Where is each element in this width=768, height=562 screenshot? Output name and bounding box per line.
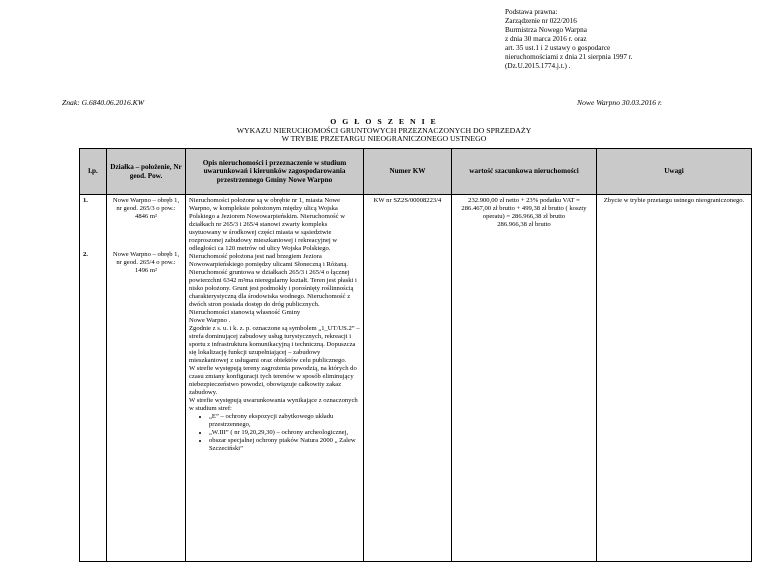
kw-cell: KW nr SZ2S/00008223/4 bbox=[364, 195, 452, 562]
header-parcel: Działka – położenie, Nr geod. Pow. bbox=[107, 149, 186, 195]
legal-line: art. 35 ust.1 i 2 ustawy o gospodarce bbox=[505, 44, 611, 52]
description-paragraph: W strefie występują tereny zagrożenia powodzią, na których do czasu zmiany konfiguracji tych terenów w sposób eliminujący niebezpieczeństwo powodzi, obowiązuje całkowity zakaz zabudowy. bbox=[189, 365, 357, 396]
announcement-subtitle: WYKAZU NIERUCHOMOŚCI GRUNTOWYCH PRZEZNACZONYCH DO SPRZEDAŻY bbox=[236, 125, 532, 135]
legal-line: z dnia 30 marca 2016 r. oraz bbox=[505, 35, 587, 43]
legal-line: Podstawa prawna: bbox=[505, 8, 558, 16]
row-2-lp: 2. bbox=[83, 251, 88, 258]
announcement-title: O G Ł O S Z E N I E bbox=[330, 117, 438, 126]
table-header-row bbox=[80, 149, 752, 195]
row-1-lp: 1. bbox=[83, 197, 88, 204]
legal-line: Zarządzenie nr 022/2016 bbox=[505, 17, 577, 25]
legal-line: Burmistrza Nowego Warpna bbox=[505, 26, 587, 34]
legal-basis bbox=[505, 8, 755, 71]
header-kw: Numer KW bbox=[364, 149, 452, 195]
header-description: Opis nieruchomości i przeznaczenie w studium uwarunkowań i kierunków zagospodarowania przestrzennego Gminy Nowe Warpno bbox=[186, 149, 364, 195]
legal-line: (Dz.U.2015.1774.j.t.) . bbox=[505, 62, 571, 70]
lp-cell bbox=[80, 195, 107, 562]
description-paragraph: Nieruchomości stanowią własność Gminy bbox=[189, 309, 301, 316]
description-cell bbox=[186, 195, 364, 562]
row-2-parcel: Nowe Warpno – obręb 1, nr geod. 265/4 o pow.: 1496 m² bbox=[112, 251, 180, 274]
document-reference: Znak: G.6840.06.2016.KW bbox=[62, 98, 145, 107]
announcement-heading bbox=[0, 118, 768, 144]
row-1-parcel: Nowe Warpno – obręb 1, nr geod. 265/3 o pow.: 4846 m² bbox=[112, 197, 180, 220]
header-value: wartość szacunkowa nieruchomości bbox=[452, 149, 597, 195]
description-paragraph: Zgodnie z s. u. i k. z. p. oznaczone są symbolem „1_UT/US.2” – strefa dominującej zabudowy usług turystycznych, rekreacji i sportu z infrastruktura komunikacyjną i techniczną. Dopuszcza się lokalizację funkcji uzupełniającej – zabudowy mieszkaniowej z usługami oraz obiektów celu publicznego. bbox=[189, 325, 360, 364]
description-paragraph: W strefie występują uwarunkowania wynikające z oznaczonych w studium stref: bbox=[189, 397, 358, 412]
parcel-cell bbox=[107, 195, 186, 562]
table-row bbox=[80, 195, 752, 562]
announcement-subtitle-2: W TRYBIE PRZETARGU NIEOGRANICZONEGO USTNEGO bbox=[281, 134, 487, 144]
notes-cell: Zbycie w trybie przetargu ustnego nieograniczonego. bbox=[597, 195, 752, 562]
header-notes: Uwagi bbox=[597, 149, 752, 195]
description-paragraph: Nowe Warpno . bbox=[189, 317, 231, 324]
property-table bbox=[79, 148, 752, 562]
legal-line: nieruchomościami z dnia 21 sierpnia 1997 r. bbox=[505, 53, 633, 61]
description-bullets bbox=[189, 413, 360, 453]
list-item: • obszar specjalnej ochrony ptaków Natura 2000 „ Zalew Szczeciński” bbox=[209, 437, 360, 453]
value-cell bbox=[452, 195, 597, 562]
value-calculation: 232.900,00 zł netto + 23% podatku VAT = 286.467,00 zł brutto + 499,38 zł brutto ( koszty operatu) = 286.966,38 zł brutto bbox=[461, 197, 587, 220]
description-paragraph: Nieruchomości położone są w obrębie nr 1, miasta Nowe Warpno, w kompleksie położonym między ulicą Wojska Polskiego a Jeziorem Nowowarpieńskim. Nieruchomość w działkach nr 265/3 i 265/4 stanowi zwarty kompleks usytuowany w środkowej części miasta w sąsiedztwie rozproszonej zabudowy mieszkaniowej i rekreacyjnej w odległości ca 120 metrów od ulicy Wojska Polskiego. Nieruchomość położona jest nad brzegiem Jeziora Nowowarpieńskiego pomiędzy ulicami Słoneczną i Różaną. Nieruchomość gruntowa w działkach 265/3 i 265/4 o łącznej powierzchni 6342 m²ma nieregularny kształt. Teren jest płaski i nisko położony. Grunt jest podmokły i porośnięty roślinnością charakterystyczną dla środowiska wodnego. Nieruchomość z dwóch stron posiada dostęp do dróg publicznych. bbox=[189, 197, 357, 308]
total-price: 286.966,38 zł brutto bbox=[497, 221, 551, 228]
header-lp: l.p. bbox=[80, 149, 107, 195]
list-item: • „W.III” ( nr 19,20,29,30) – ochrony archeologicznej, bbox=[209, 429, 360, 437]
list-item: • „E” – ochrony ekspozycji zabytkowego układu przestrzennego, bbox=[209, 413, 360, 429]
place-and-date: Nowe Warpno 30.03.2016 r. bbox=[577, 98, 662, 107]
